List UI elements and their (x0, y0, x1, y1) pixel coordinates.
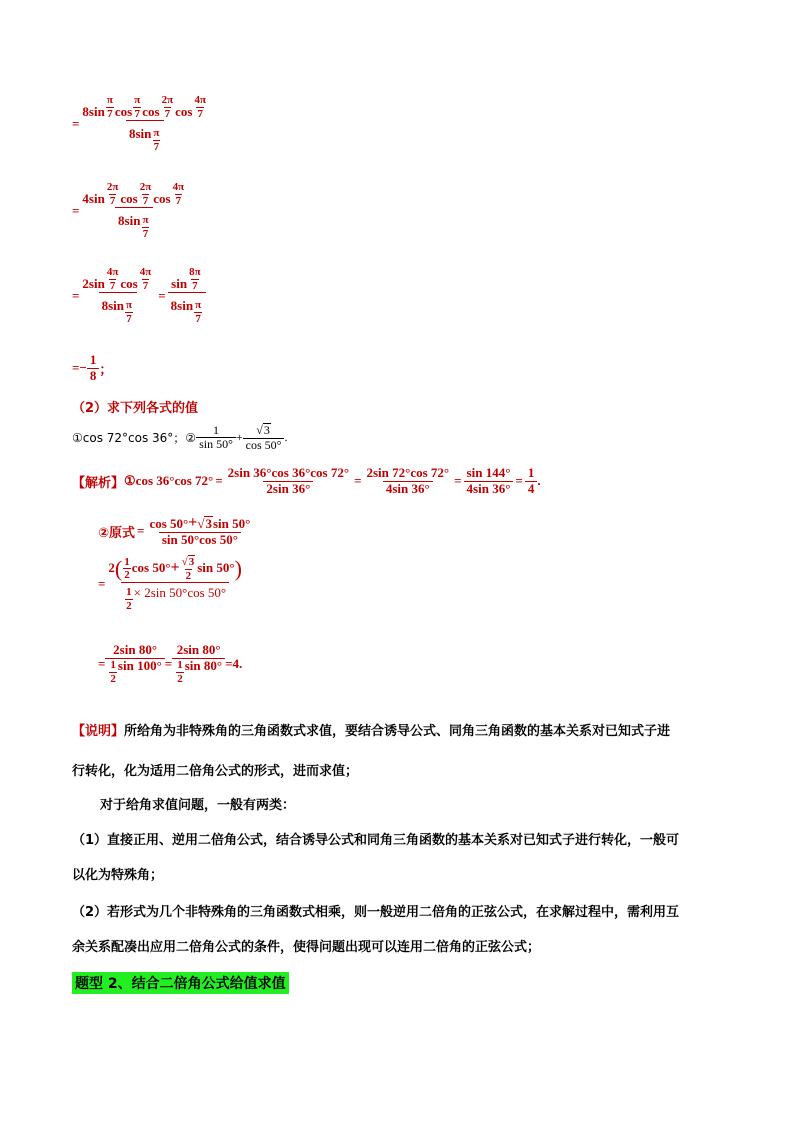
note-line-3: 对于给角求值问题，一般有两类： (100, 798, 296, 813)
equals-sign: = (98, 656, 106, 672)
denominator (172, 658, 225, 685)
denominator: 4sin 36° (383, 481, 433, 497)
t: ①cos 36°cos 72° (124, 473, 214, 489)
angle (152, 127, 160, 153)
t: cos 50° (149, 516, 189, 532)
fraction-g3 (105, 643, 164, 685)
denominator: sin 50°cos 50° (159, 532, 241, 548)
t: 2π (106, 181, 119, 193)
equals-sign: = (72, 360, 80, 376)
numerator: 2sin 80° (113, 642, 158, 657)
note-line-1 (72, 722, 732, 742)
t: π (142, 214, 149, 227)
equals-sign: = (354, 473, 362, 489)
numerator: 2sin 72°cos 72° (366, 465, 450, 480)
root3-over-2 (181, 555, 197, 582)
note-line-4: （1）直接正用、逆用二倍角公式，结合诱导公式和同角三角函数的基本关系对已知式子进行转化，一般可 (72, 833, 680, 848)
t: 7 (126, 312, 132, 325)
t: 1 (124, 555, 130, 568)
t: 2 (110, 672, 116, 685)
t: 8sin (170, 298, 194, 314)
t: 2π (139, 181, 152, 193)
t: 2 (124, 569, 130, 582)
numerator: sin 144° (466, 465, 511, 480)
t: sin (171, 276, 188, 292)
t: 4π (194, 94, 206, 106)
t: 4sin (82, 191, 105, 207)
note-line-7: 余关系配凑出应用二倍角公式的条件，使得问题出现可以连用二倍角的正弦公式； (72, 940, 541, 955)
step-4 (72, 353, 112, 384)
fraction-g4 (172, 643, 225, 685)
t: cos (120, 276, 138, 292)
step-3-fraction-b (168, 266, 206, 326)
sqrt-icon: √ (197, 516, 205, 532)
equals-sign: = (137, 523, 145, 539)
plus-sign: + (188, 514, 198, 531)
t: 7 (153, 140, 160, 153)
t: sin 50° (212, 516, 251, 532)
t: π (153, 127, 160, 140)
t: sin 80° (184, 657, 223, 673)
t: 3 (263, 423, 270, 437)
t: 4π (106, 266, 119, 278)
left-paren: ( (114, 555, 123, 581)
denominator: 4 (525, 481, 538, 497)
note-tag: 【说明】 (72, 724, 125, 739)
t: cos (120, 191, 138, 207)
t: 7 (109, 279, 116, 292)
equals-sign: = (72, 115, 80, 131)
t: 7 (142, 279, 149, 292)
equals-sign: = (454, 473, 462, 489)
t: 4π (172, 181, 185, 193)
t: cos (153, 191, 171, 207)
numerator (146, 514, 253, 532)
note-line-6: （2）若形式为几个非特殊角的三角函数式相乘，则一般逆用二倍角的正弦公式，在求解过程中，需利用互 (72, 905, 680, 920)
radicand (263, 423, 271, 438)
sqrt-icon: √ (181, 556, 188, 568)
numerator (79, 181, 189, 207)
numerator (79, 94, 211, 120)
t: 2 (177, 672, 183, 685)
t: 所给角为非特殊角的三角函数式求值，要结合诱导公式、同角三角函数的基本关系对已知式子进 (124, 724, 671, 739)
numerator (253, 423, 274, 438)
numerator (105, 555, 244, 582)
equals-sign: = (98, 575, 106, 591)
step-3-fraction-a (79, 266, 156, 326)
t: π (195, 299, 202, 312)
t: cos (142, 104, 160, 120)
t: 8sin (101, 298, 125, 314)
question-2-fraction-a (196, 424, 236, 453)
semicolon: ； (99, 361, 113, 377)
fraction-3 (464, 466, 514, 497)
question-2-fraction-b (243, 423, 288, 453)
section-heading: 题型 2、结合二倍角公式给值求值 (72, 972, 289, 994)
t: 7 (197, 107, 203, 120)
denominator (115, 207, 153, 240)
t: 7 (134, 107, 140, 120)
solution-line-4 (98, 643, 242, 685)
denominator (105, 658, 164, 685)
numerator: 2sin 36°cos 36°cos 72° (227, 465, 350, 480)
t: 2sin (82, 276, 105, 292)
half (176, 659, 184, 685)
equals-sign: = (72, 287, 80, 303)
denominator: sin 50° (196, 437, 236, 452)
t: 4π (139, 266, 152, 278)
t: 7 (142, 194, 149, 207)
angle (139, 181, 153, 207)
t: sin 100° (117, 657, 162, 673)
radicand (188, 555, 196, 569)
step-1 (72, 94, 211, 154)
equals-sign: = (164, 656, 173, 672)
numerator (79, 266, 156, 292)
period: . (284, 430, 288, 445)
t: 2π (161, 94, 174, 106)
denominator: cos 50° (243, 438, 285, 453)
half (123, 556, 131, 582)
t: cos (114, 104, 133, 120)
period: . (537, 473, 541, 489)
equals-sign: = (158, 287, 166, 303)
minus-sign: − (79, 360, 87, 376)
t: 7 (192, 279, 198, 292)
t: 2 (185, 569, 192, 582)
t: 8π (189, 266, 201, 278)
numerator: 1 (527, 465, 535, 480)
t: 7 (195, 312, 201, 325)
fraction-2 (363, 466, 452, 497)
denominator: 2sin 36° (263, 481, 313, 497)
denominator (121, 582, 229, 612)
question-1: ①cos 72°cos 36°；② (72, 431, 197, 446)
t: 8sin (82, 104, 105, 120)
step-2-fraction (79, 181, 189, 241)
part-2-label: （2）求下列各式的值 (72, 401, 199, 416)
angle (106, 266, 120, 292)
t: π (106, 94, 113, 106)
equals-sign: = (515, 473, 523, 489)
angle (106, 181, 120, 207)
t: ②原式 (98, 525, 136, 541)
denominator (168, 292, 206, 325)
angle (139, 266, 153, 292)
note-line-2: 行转化，化为适用二倍角公式的形式，进而求值； (72, 764, 359, 779)
t: π (126, 299, 133, 312)
numerator (168, 266, 205, 292)
step-3 (72, 266, 206, 326)
step-1-fraction (79, 94, 211, 154)
denominator (99, 292, 137, 325)
fraction-4 (525, 465, 541, 497)
t: π (134, 94, 141, 106)
t: 1 (177, 658, 183, 671)
angle (188, 266, 202, 292)
angle (141, 214, 149, 240)
t: 2 (126, 599, 132, 612)
t: cos 50° (131, 560, 171, 576)
solution-line-3 (98, 555, 245, 613)
denominator: 8 (87, 368, 100, 384)
angle (193, 94, 207, 120)
half (125, 586, 133, 612)
t: 3 (205, 516, 212, 532)
t: 2 (108, 560, 115, 576)
t: 7 (164, 107, 171, 120)
t: 1 (110, 658, 116, 671)
angle (133, 94, 141, 120)
equals-sign: = (72, 202, 80, 218)
equals-sign: = (215, 473, 223, 489)
t: × 2sin 50°cos 50° (133, 585, 227, 601)
t: sin 50° (197, 560, 235, 576)
fraction-g2 (105, 555, 244, 613)
numerator: 1 (89, 352, 97, 367)
plus-sign: + (170, 559, 180, 577)
one-eighth (87, 353, 100, 384)
plus-sign: + (235, 430, 243, 445)
angle (172, 181, 186, 207)
step-2 (72, 181, 189, 241)
solution-line-1 (72, 466, 541, 497)
t: 8sin (118, 213, 141, 229)
angle (161, 94, 175, 120)
t: 1 (126, 586, 132, 599)
note-line-5: 以化为特殊角； (72, 868, 164, 883)
fraction-g1 (146, 514, 253, 548)
t: cos (175, 104, 193, 120)
sqrt-icon: √ (256, 423, 263, 437)
numerator: 1 (212, 422, 219, 437)
fraction-1 (225, 466, 352, 497)
t: 3 (188, 556, 195, 568)
denominator (126, 120, 164, 153)
result: =4. (225, 656, 243, 672)
question-line (72, 423, 287, 453)
angle (125, 299, 133, 325)
solution-line-2 (98, 514, 253, 548)
solution-tag: 【解析】 (72, 475, 125, 491)
angle (194, 299, 202, 325)
denominator: 4sin 36° (464, 481, 514, 497)
radicand (204, 516, 213, 532)
numerator: 2sin 80° (176, 642, 221, 657)
t: 7 (142, 227, 149, 240)
t: 7 (175, 194, 182, 207)
right-paren: ) (234, 555, 242, 581)
t: 8sin (128, 126, 152, 142)
t: 7 (107, 107, 113, 120)
t: 7 (109, 194, 116, 207)
half (109, 659, 117, 685)
angle (106, 94, 114, 120)
